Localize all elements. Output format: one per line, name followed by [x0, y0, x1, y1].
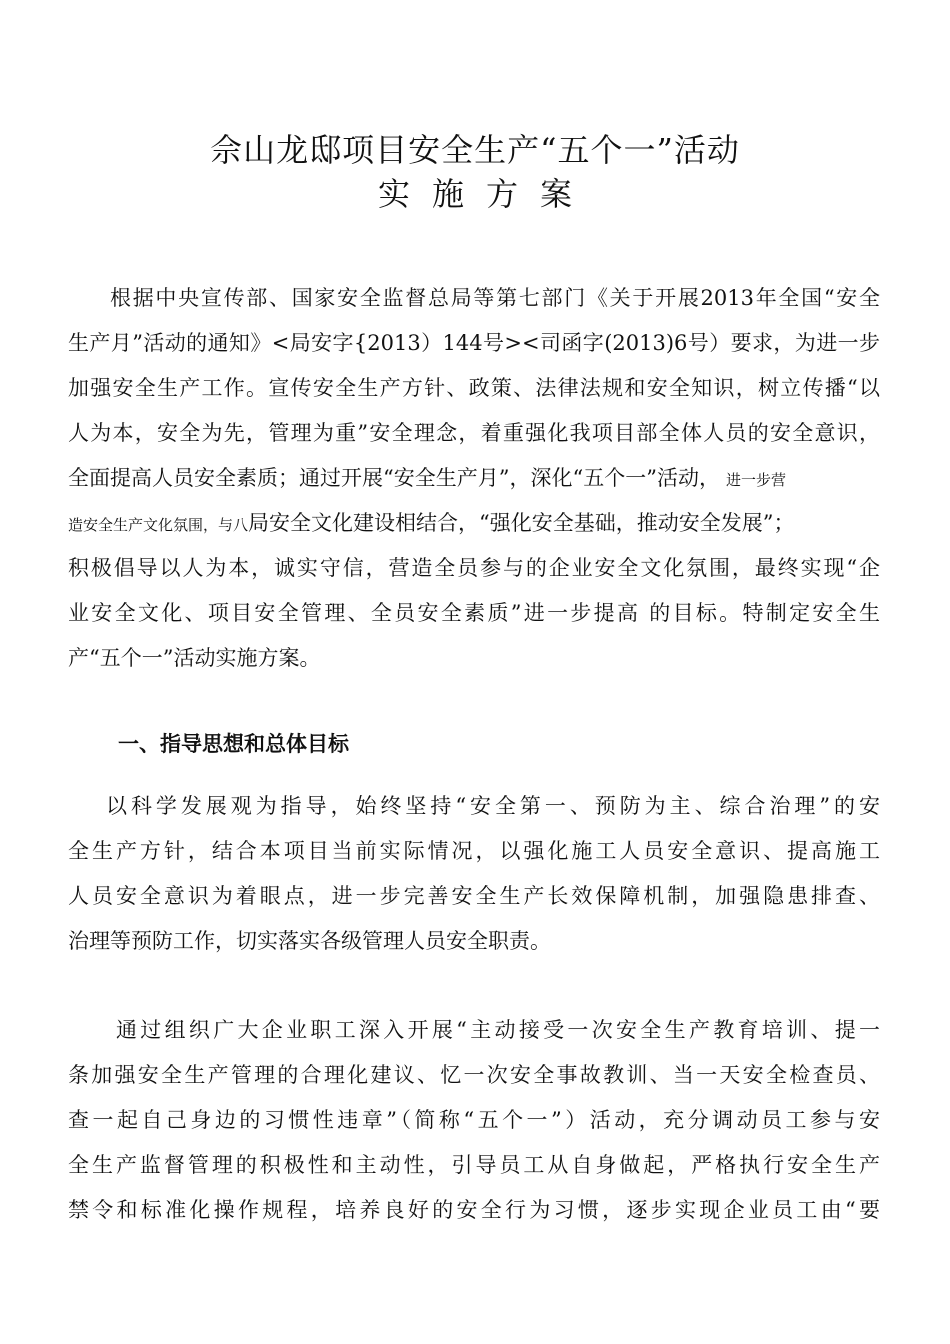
- text-line-mixed: [68, 456, 880, 501]
- text-segment-small: 进一步营: [725, 471, 786, 489]
- text-line: 人员安全意识为着眼点，进一步完善安全生产长效保障机制，加强隐患排查、: [68, 884, 880, 908]
- guidance-paragraph: [68, 784, 880, 964]
- text-line: 通过组织广大企业职工深入开展“主动接受一次安全生产教育培训、提一: [116, 1018, 880, 1042]
- text-line: 业安全文化、项目安全管理、全员安全素质”进一步提高 的目标。特制定安全生: [68, 601, 880, 625]
- intro-paragraph: [68, 276, 880, 681]
- text-segment: 全面提高人员安全素质；通过开展“安全生产月”，深化“五个一”活动，: [68, 466, 720, 490]
- text-line: 以科学发展观为指导，始终坚持“安全第一、预防为主、综合治理”的安: [106, 794, 880, 818]
- text-line: 根据中央宣传部、国家安全监督总局等第七部门《关于开展2013年全国“安全: [110, 286, 880, 310]
- text-line: 查一起自己身边的习惯性违章”（简称“五个一”）活动，充分调动员工参与安: [68, 1108, 880, 1132]
- text-line-mixed: [68, 501, 880, 546]
- document-subtitle: 实施方案: [377, 175, 594, 213]
- text-line: 积极倡导以人为本，诚实守信，营造全员参与的企业安全文化氛围，最终实现“企: [68, 556, 880, 580]
- text-segment-small: 造安全生产文化氛围，与八: [68, 516, 249, 534]
- activity-paragraph: [68, 1008, 880, 1233]
- text-line: 全生产方针，结合本项目当前实际情况，以强化施工人员安全意识、提高施工: [68, 839, 880, 863]
- document-title: 佘山龙邸项目安全生产“五个一”活动: [210, 131, 740, 169]
- text-line: 生产月”活动的通知》<局安字{2013）144号><司函字(2013)6号）要求，为进一步: [68, 331, 880, 355]
- text-line: 全生产监督管理的积极性和主动性，引导员工从自身做起，严格执行安全生产: [68, 1153, 880, 1177]
- text-segment: 局安全文化建设相结合，“强化安全基础，推动安全发展”；: [248, 511, 795, 535]
- text-line: 条加强安全生产管理的合理化建议、忆一次安全事故教训、当一天安全检查员、: [68, 1063, 880, 1087]
- section-heading: 一、指导思想和总体目标: [118, 732, 349, 756]
- text-line: 治理等预防工作，切实落实各级管理人员安全职责。: [68, 929, 551, 953]
- text-line: 禁令和标准化操作规程，培养良好的安全行为习惯，逐步实现企业员工由“要: [68, 1198, 880, 1222]
- text-line: 产“五个一”活动实施方案。: [68, 646, 321, 670]
- text-line: 加强安全生产工作。宣传安全生产方针、政策、法律法规和安全知识，树立传播“以: [68, 376, 880, 400]
- text-line: 人为本，安全为先，管理为重”安全理念，着重强化我项目部全体人员的安全意识，: [68, 421, 880, 445]
